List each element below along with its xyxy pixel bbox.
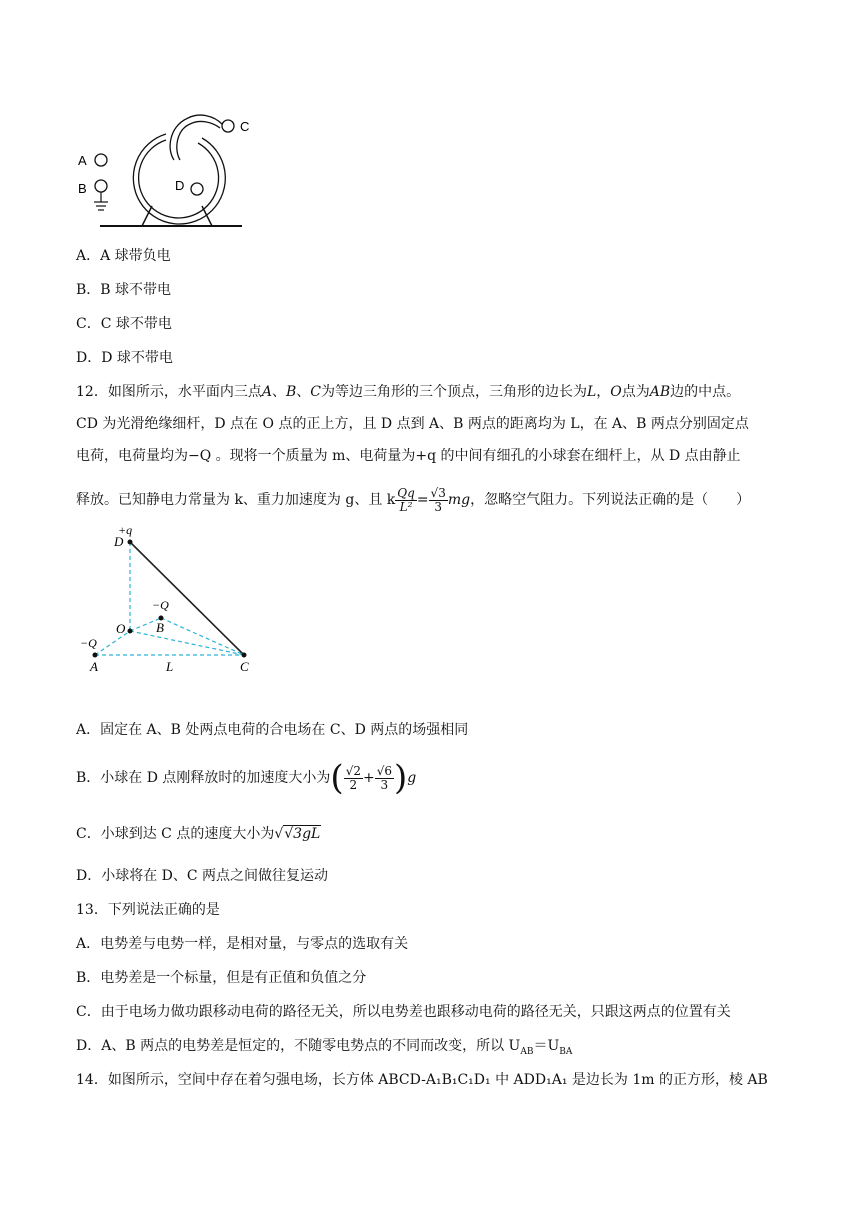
q13-option-d[interactable]: D．A、B 两点的电势差是恒定的，不随零电势点的不同而改变，所以 $U_{AB}=U_{BA}$ [76, 1038, 573, 1057]
rod-dc [130, 542, 244, 655]
label-b: B [78, 181, 87, 196]
q14-stem-line1: 14．如图所示，空间中存在着匀强电场，长方体 ABCD-A₁B₁C₁D₁ 中 ADD₁A₁ 是边长为 1m 的正方形，棱 AB [76, 1072, 768, 1088]
ball-a [95, 154, 107, 166]
point-d [128, 540, 133, 545]
point-c [242, 653, 247, 658]
q12-option-a[interactable]: A．固定在 A、B 处两点电荷的合电场在 C、D 两点的场强相同 [76, 722, 469, 738]
point-a [93, 653, 98, 658]
q11-option-b[interactable]: B．B 球不带电 [76, 282, 172, 298]
q12-option-c[interactable]: C．小球到达 C 点的速度大小为√√3gL [76, 826, 321, 842]
q11-option-d[interactable]: D．D 球不带电 [76, 350, 173, 366]
label-minus-q-a: −Q [80, 636, 97, 650]
triangle-rod-figure [78, 520, 268, 682]
fraction-sqrt3-3: $\frac{√3}{3}$ [430, 485, 446, 514]
stand-left [142, 206, 152, 226]
label-d: D [114, 534, 124, 549]
point-o [128, 629, 133, 634]
ball-d [191, 183, 203, 195]
label-a: A [78, 153, 87, 168]
dashed-construction [95, 542, 244, 655]
q11-option-a[interactable]: A．A 球带负电 [76, 248, 171, 264]
ball-c [222, 120, 234, 132]
q11-option-c[interactable]: C．C 球不带电 [76, 316, 172, 332]
q13-option-b[interactable]: B．电势差是一个标量，但是有正值和负值之分 [76, 970, 367, 986]
label-plus-q: +q [118, 523, 133, 537]
label-minus-q-b: −Q [152, 598, 169, 612]
fraction-qq-l2: $\frac{Qq}{\text{L²}}$ [397, 485, 415, 514]
label-b: B [156, 620, 164, 635]
q13-option-a[interactable]: A．电势差与电势一样，是相对量，与零点的选取有关 [76, 936, 409, 952]
q12-stem-line1: 12．如图所示，水平面内三点A、B、C为等边三角形的三个顶点，三角形的边长为L，O点为AB边的中点。 [76, 384, 741, 400]
q12-option-b[interactable]: B．小球在 D 点刚释放时的加速度大小为( $\frac{√2}{2}$ + $\frac{√6}{3}$ )g [76, 758, 417, 798]
ball-b [95, 180, 107, 192]
label-c: C [240, 659, 249, 674]
label-l: L [166, 659, 174, 674]
q12-option-d[interactable]: D．小球将在 D、C 两点之间做往复运动 [76, 868, 329, 884]
label-o: O [116, 621, 126, 636]
electroscope-figure [70, 108, 260, 232]
q13-option-c[interactable]: C．由于电场力做功跟移动电荷的路径无关，所以电势差也跟移动电荷的路径无关，只跟这两点的位置有关 [76, 1004, 731, 1020]
q13-stem: 13．下列说法正确的是 [76, 902, 220, 918]
q12-stem-line2: CD 为光滑绝缘细杆，D 点在 O 点的正上方，且 D 点到 A、B 两点的距离均为 L，在 A、B 两点分别固定点 [76, 416, 749, 432]
label-c: C [240, 119, 250, 134]
label-a: A [90, 659, 98, 674]
label-d: D [175, 178, 185, 193]
q12-stem-line4: 释放。已知静电力常量为 k、重力加速度为 g、且 k $\frac{Qq}{\text{L²}}$ = $\frac{√3}{3}$ mg，忽略空气阻力。下列说法正确的是（ ） [76, 485, 751, 514]
q12-stem-line3: 电荷，电荷量均为−Q 。现将一个质量为 m、电荷量为+q 的中间有细孔的小球套在细杆上，从 D 点由静止 [76, 448, 741, 464]
